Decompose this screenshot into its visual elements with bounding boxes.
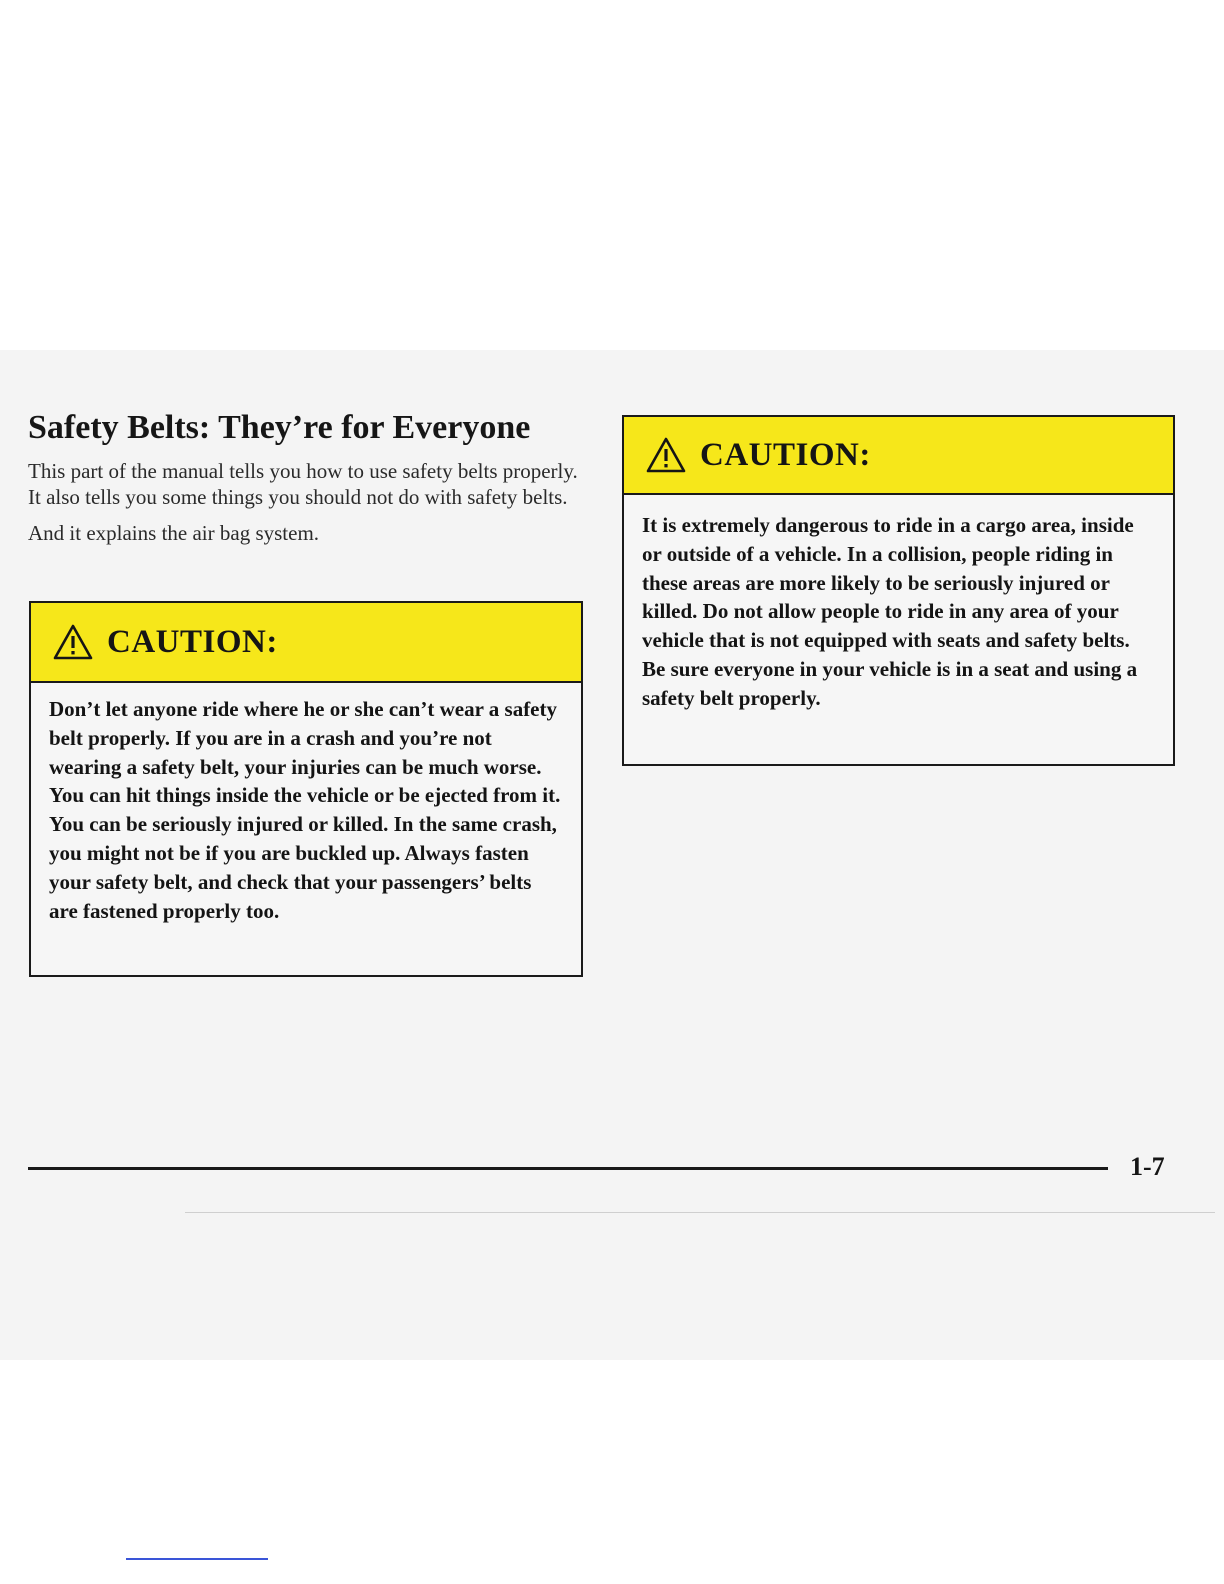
warning-triangle-icon	[53, 624, 93, 660]
caution-label: CAUTION:	[700, 436, 871, 473]
divider	[185, 1212, 1215, 1213]
intro-paragraph: This part of the manual tells you how to use safety belts properly. It also tells you some things you should not do with safety belts.	[28, 459, 578, 509]
caution-box	[29, 601, 583, 977]
caution-header	[624, 417, 1173, 495]
intro-paragraph: And it explains the air bag system.	[28, 521, 320, 545]
intro-text	[28, 458, 588, 556]
page-number: 1-7	[1130, 1152, 1165, 1181]
page-title: Safety Belts: They’re for Everyone	[28, 409, 531, 446]
caution-box	[622, 415, 1175, 766]
footer-rule	[28, 1167, 1108, 1170]
caution-text: It is extremely dangerous to ride in a cargo area, inside or outside of a vehicle. In a collision, people riding in these areas are more likely to be seriously injured or killed. Do not allow people to ride in any area of your vehicle that is not equipped with seats and safety belts. Be sure everyone in your vehicle is in a seat and using a safety belt properly.	[642, 513, 1138, 710]
caution-header	[31, 603, 581, 683]
warning-triangle-icon	[646, 437, 686, 473]
caution-text: Don’t let anyone ride where he or she can’t wear a safety belt properly. If you are in a crash and you’re not wearing a safety belt, your injuries can be much worse. You can hit things inside the vehicle or be ejected from it. You can be seriously injured or killed. In the same crash, you might not be if you are buckled up. Always fasten your safety belt, and check that your passengers’ belts are fastened properly too.	[49, 697, 561, 923]
caution-label: CAUTION:	[107, 623, 278, 660]
divider	[126, 1558, 268, 1560]
